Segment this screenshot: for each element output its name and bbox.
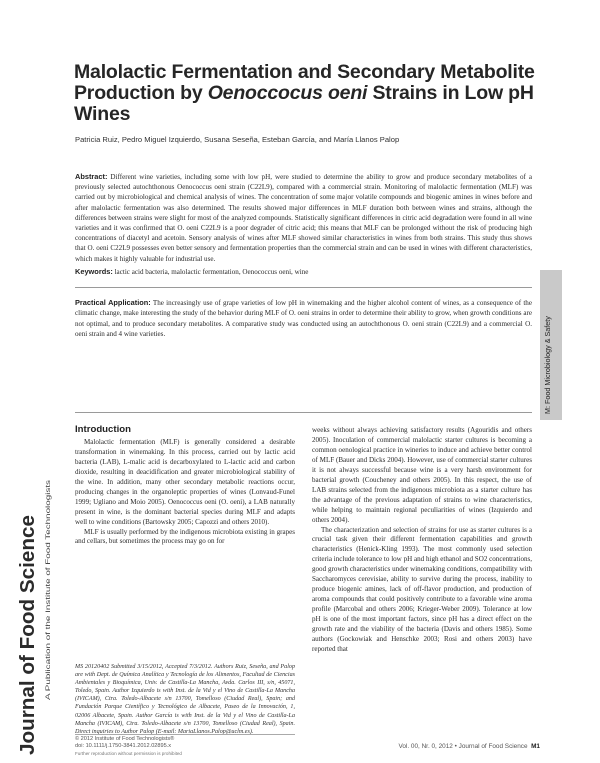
right-paragraph-1: weeks without always achieving satisfactory results (Agouridis and others 2005). Inoculation of commercial malolactic starter cultures is becoming a common oenological practice in wineries to induce and achieve better control of MLF (Bauer and Dicks 2004). However, use of commercial starter cultures it is not always successful because wine is a very harsh environment for bacterial growth (Coucheney and others 2005). In this respect, the use of LAB strains selected from the indigenous microbiota as a starter culture has the advantage of the previous adaptation of strains to wine characteristics, while helping to maintain regional peculiarities of wines (Izquierdo and others 2004).: [312, 426, 532, 524]
journal-logo-tagline: A Publication of the Institute of Food Technologists: [45, 557, 52, 700]
right-column: [312, 426, 532, 655]
title-italic: Oenoccocus oeni: [207, 82, 368, 104]
journal-logo-name: Journal of Food Science: [17, 522, 39, 755]
section-side-tab: [540, 270, 562, 420]
footer-journal: Journal of Food Science: [458, 743, 528, 750]
intro-paragraph-1: Malolactic fermentation (MLF) is generally considered a desirable transformation in winemaking. In this process, carried out by lactic acid bacteria (LAB), L-malic acid is decarboxylated to L-lactic acid and carbon dioxide, resulting in deacidification and greater microbiological stability of the wine. In addition, many other secondary metabolic reactions occur, producing changes in the organoleptic properties of wines (Lonvaud-Funel 1999; Ugliano and Moio 2005). Oenococcus oeni (O. oeni), a LAB naturally present in wine, is the dominant bacterial species during MLF and adapts well to wine conditions (Bartowsky 2005; Capozzi and others 2010).: [75, 437, 295, 526]
journal-logo: [8, 470, 63, 760]
reproduction-notice: Further reproduction without permission is prohibited: [75, 751, 182, 757]
right-paragraph-2: The characterization and selection of strains for use as starter cultures is a crucial task given their different fermentation capabilities and growth characteristics (Henick-Kling 1993). The most commonly used selection criteria include tolerance to low pH and high ethanol and SO2 concentrations, good growth characteristics under winemaking conditions, compatibility with Saccharomyces cerevisiae, ability to survive during the process, inability to produce biogenic amines, lack of off-flavor production, and production of aroma compounds that could positively contribute to a favorable wine aroma profile (Marcobal and others 2006; Krieger-Weber 2009). Tolerance at low pH is one of the most important factors, since pH has a direct effect on the growth rate and the viability of the bacteria (Davis and others 1985). Some authors (Gockowiak and Henschke 2003; Rosi and others 2003) have reported that: [312, 525, 532, 653]
keywords: [75, 267, 532, 276]
section-divider-bottom: [75, 412, 532, 413]
abstract: [75, 172, 532, 264]
practical-application: [75, 298, 532, 339]
intro-paragraph-2: MLF is usually performed by the indigenous microbiota existing in grapes and cellars, but sometimes the process may go on for: [75, 527, 295, 546]
practical-label: Practical Application:: [75, 298, 151, 307]
practical-text: The increasingly use of grape varieties of low pH in winemaking and the higher alcohol content of wines, as a consequence of the climatic change, make interesting the study of the behavior during MLF of O. oeni strains in order to determine their ability to grow, when growth conditions are not optimal, and to produce secondary metabolites. A comparative study was conducted using an autochthonous O. oeni strain (C22L9) and a commercial O. oeni strain and 4 wine varieties.: [75, 299, 532, 338]
abstract-text: Different wine varieties, including some with low pH, were studied to determine the ability to grow and produce secondary metabolites of a previously selected autochthonous Oenococcus oeni strain (C22L9), compared with a commercial strain. Monitoring of malolactic fermentation (MLF) was carried out by microbiological and chemical analysis of wines. The concentration of some major volatile compounds and biogenic amines in wines before and after malolactic fermentation was also determined. The results showed major differences in MLF duration both between wines and strains, although the differences between strains were slight for most of the analyzed compounds. Statistically significant differences in citric acid degradation were found in all wine varieties and it was confirmed that O. oeni C22L9 is a poor degrader of citric acid; this means that MLF can be prolonged without the risk of producing high concentrations of diacetyl and acetoin. Sensory analysis of wines after MLF showed similar characteristics in wines from both strains. This study thus shows that O. oeni C22L9 possesses even better sensory and fermentation properties than the commercial strain and can be used in wines with different characteristics, which makes it highly valuable for industrial use.: [75, 173, 532, 263]
title-pre: Malolactic Fermentation and Secondary Metabolite Production by: [74, 61, 535, 104]
doi-line: doi: 10.1111/j.1750-3841.2012.02895.x: [75, 743, 172, 750]
section-divider: [75, 287, 532, 288]
copyright-block: [75, 736, 295, 758]
keywords-text: lactic acid bacteria, malolactic fermentation, Oenococcus oeni, wine: [114, 268, 309, 276]
author-list: Patricia Ruiz, Pedro Miguel Izquierdo, Susana Seseña, Esteban García, and María Llanos Palop: [75, 135, 400, 144]
page-number: M1: [531, 743, 540, 750]
keywords-label: Keywords:: [75, 267, 113, 276]
abstract-label: Abstract:: [75, 172, 108, 181]
title-post: Strains in Low pH Wines: [74, 82, 534, 125]
left-column: [75, 425, 295, 547]
side-tab-label: M: Food Microbiology & Safety: [543, 316, 552, 414]
footer-volume: Vol. 00, Nr. 0, 2012: [398, 743, 453, 750]
author-footnote: MS 20120402 Submitted 3/15/2012, Accepted 7/3/2012. Authors Ruiz, Seseña, and Palop are with Dept. de Química Analítica y Tecnología de los Alimentos, Facultad de Ciencias Ambientales y Bioquímica, Univ. de Castilla-La Mancha, Avda. Carlos III, s/n, 45071, Toledo, Spain. Author Izquierdo is with Inst. de la Vid y el Vino de Castilla-La Mancha (IVICAM), Ctra. Toledo-Albacete s/n 13700, Tomelloso (Ciudad Real), Spain; and Fundación Parque Científico y Tecnológico de Albacete, Paseo de la Innovación, 1, 02006 Albacete, Spain. Author García is with Inst. de la Vid y el Vino de Castilla-La Mancha (IVICAM), Ctra. Toledo-Albacete s/n 13700, Tomelloso (Ciudad Real), Spain. Direct inquiries to Author Palop (E-mail: MariaLlanos.Palop@uclm.es).: [75, 664, 295, 735]
introduction-heading: Introduction: [75, 424, 131, 435]
copyright-line: © 2012 Institute of Food Technologists®: [75, 736, 175, 742]
page-footer: Vol. 00, Nr. 0, 2012 • Journal of Food Science M1: [398, 743, 540, 750]
copyright-divider: [75, 734, 295, 735]
paper-title: [74, 62, 544, 125]
